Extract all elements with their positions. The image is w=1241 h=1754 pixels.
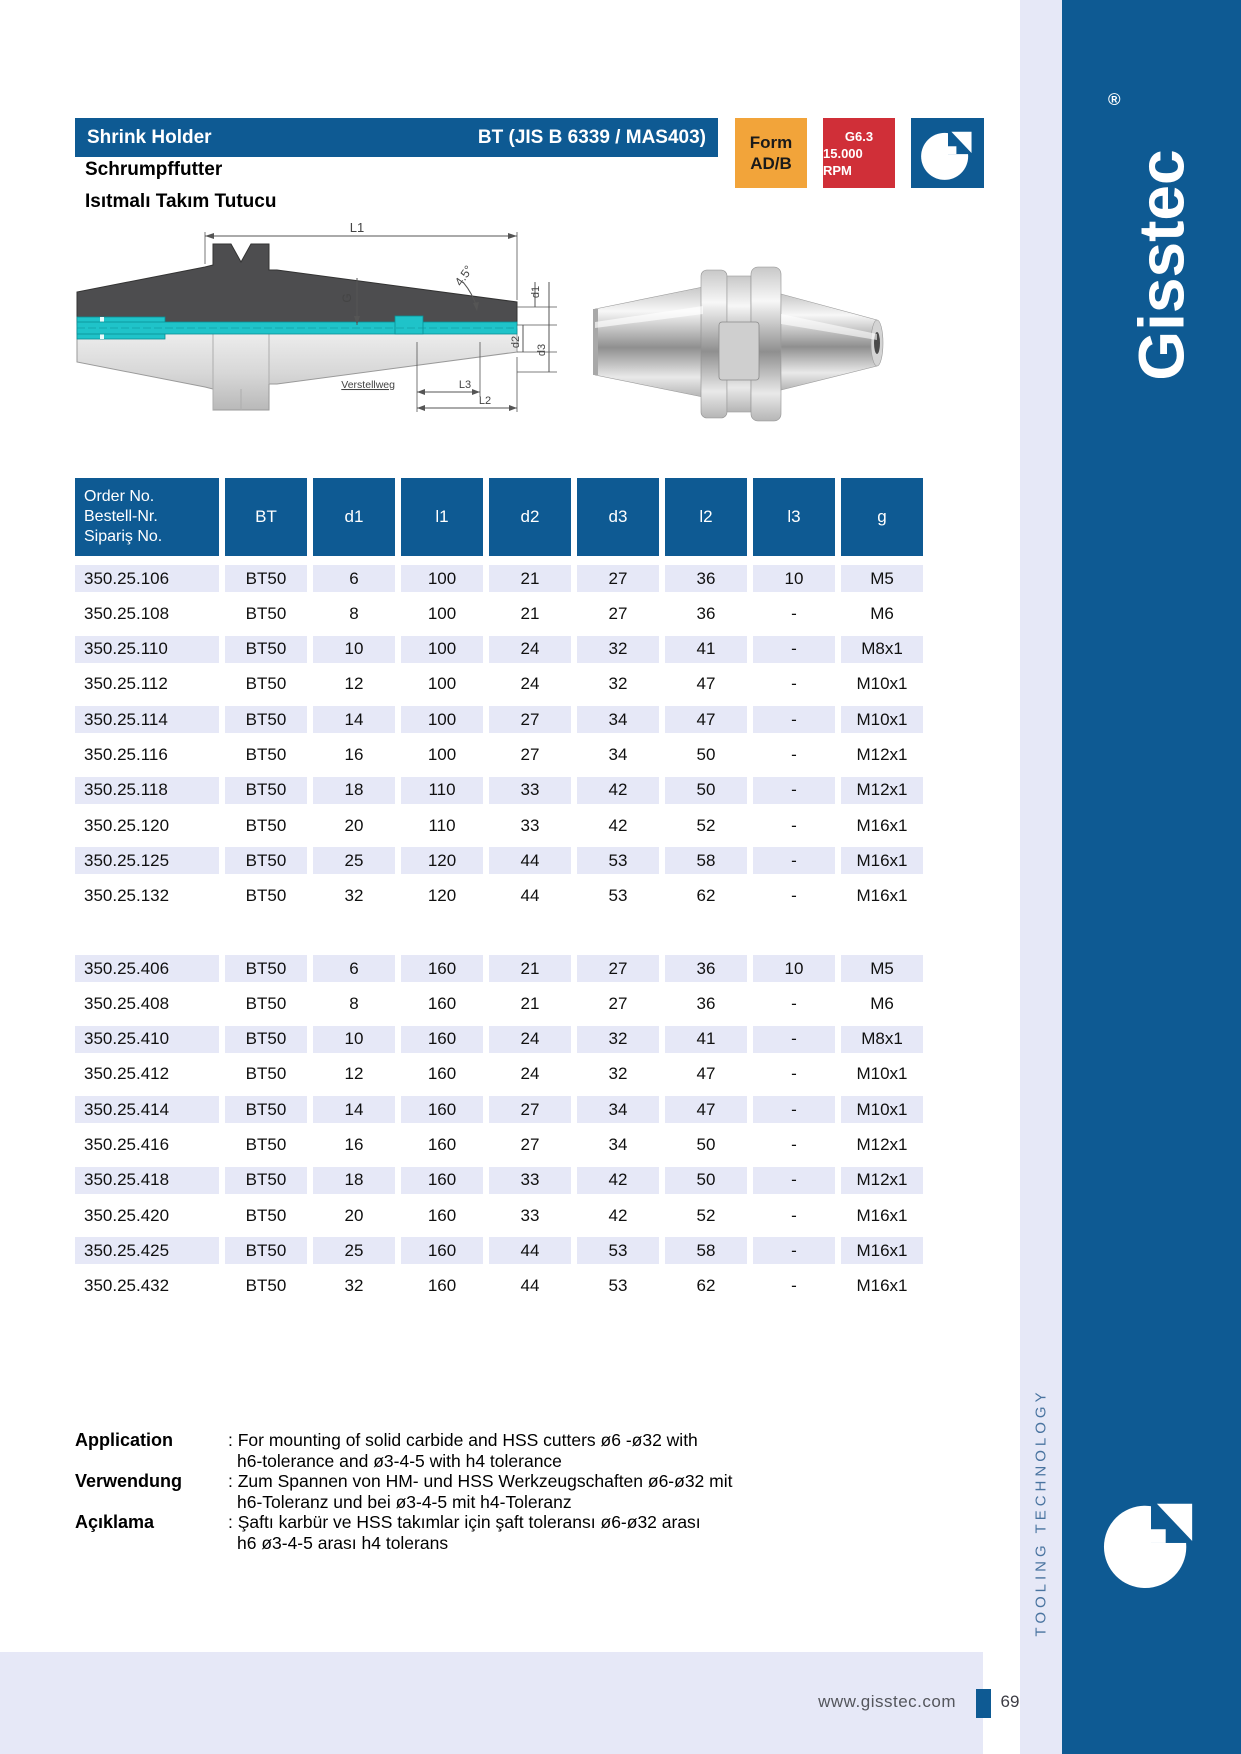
- table-row: [75, 1273, 923, 1300]
- table-row: [75, 1131, 923, 1158]
- table-cell: 32: [608, 674, 628, 694]
- table-cell: 36: [696, 603, 716, 623]
- table-group-2: [75, 955, 923, 1308]
- table-cell: M5: [841, 955, 923, 982]
- table-cell: 160: [427, 1134, 457, 1154]
- subtitle-german: Schrumpffutter: [85, 159, 223, 180]
- table-cell: BT50: [245, 674, 287, 694]
- table-cell: 100: [427, 674, 457, 694]
- brand-logo-text: Gisstec: [1125, 149, 1198, 381]
- table-cell: -: [753, 1167, 835, 1194]
- table-cell: M10x1: [841, 1096, 923, 1123]
- table-cell: 10: [753, 955, 835, 982]
- table-cell: 20: [344, 815, 364, 835]
- table-cell: 10: [313, 1026, 395, 1053]
- table-cell: -: [791, 815, 797, 835]
- table-cell: -: [791, 1134, 797, 1154]
- gisstec-logo-icon-large: [1102, 1492, 1200, 1590]
- table-cell: BT50: [225, 1026, 307, 1053]
- table-cell: M16x1: [841, 1237, 923, 1264]
- table-cell: 36: [696, 993, 716, 1013]
- table-row: [75, 1061, 923, 1088]
- page-title: Shrink Holder: [87, 126, 212, 148]
- table-cell: 6: [313, 955, 395, 982]
- tagline-wrap: [1020, 1322, 1062, 1702]
- form-badge: [735, 118, 807, 188]
- table-cell: BT50: [225, 777, 307, 804]
- table-cell: -: [791, 1064, 797, 1084]
- table-cell: 44: [520, 1276, 540, 1296]
- order-number-cell: 350.25.120: [84, 815, 170, 835]
- table-cell: M16x1: [856, 815, 908, 835]
- table-cell: 44: [489, 847, 571, 874]
- table-cell: M12x1: [841, 1167, 923, 1194]
- table-cell: 32: [344, 886, 364, 906]
- table-cell: BT50: [225, 636, 307, 663]
- table-cell: 160: [401, 1026, 483, 1053]
- table-cell: M16x1: [856, 1205, 908, 1225]
- hdr-order-tr: Sipariş No.: [84, 528, 163, 545]
- brand-logo-text-wrap: [1072, 85, 1241, 445]
- table-cell: 41: [665, 1026, 747, 1053]
- table-cell: 18: [313, 1167, 395, 1194]
- table-cell: 42: [577, 1167, 659, 1194]
- table-cell: 6: [313, 565, 395, 592]
- form-badge-line1: Form: [749, 133, 793, 152]
- table-row: [75, 1202, 923, 1229]
- dim-angle-label: 4.5°: [451, 262, 476, 289]
- order-number-cell: 350.25.408: [84, 993, 170, 1013]
- table-cell: 27: [489, 1096, 571, 1123]
- order-number-cell: 350.25.118: [75, 777, 219, 804]
- table-cell: 25: [313, 1237, 395, 1264]
- order-number-cell: 350.25.406: [75, 955, 219, 982]
- table-cell: BT50: [225, 955, 307, 982]
- table-cell: BT50: [245, 1064, 287, 1084]
- table-cell: BT50: [225, 706, 307, 733]
- application-entry: [75, 1471, 735, 1512]
- application-text: [228, 1512, 735, 1553]
- table-cell: 47: [696, 1064, 716, 1084]
- table-row: [75, 812, 923, 839]
- table-cell: 50: [696, 1134, 716, 1154]
- dim-l2-label: L2: [478, 395, 492, 407]
- table-cell: BT50: [245, 603, 287, 623]
- table-cell: 32: [577, 1026, 659, 1053]
- table-cell: 27: [608, 603, 628, 623]
- table-cell: 42: [577, 777, 659, 804]
- table-cell: 160: [427, 993, 457, 1013]
- order-number-cell: 350.25.432: [84, 1276, 170, 1296]
- table-cell: -: [791, 1276, 797, 1296]
- table-cell: BT50: [245, 993, 287, 1013]
- table-cell: 62: [696, 886, 716, 906]
- rpm-badge-line1: G6.3: [844, 128, 874, 144]
- table-cell: 50: [696, 744, 716, 764]
- title-bar: [75, 118, 718, 157]
- table-cell: -: [791, 603, 797, 623]
- table-cell: 33: [489, 777, 571, 804]
- table-cell: -: [791, 674, 797, 694]
- table-cell: 8: [349, 993, 359, 1013]
- table-cell: 27: [608, 993, 628, 1013]
- table-cell: 100: [401, 636, 483, 663]
- table-cell: 52: [696, 815, 716, 835]
- col-header-l1: l1: [401, 478, 483, 556]
- col-header-bt: BT: [225, 478, 307, 556]
- table-cell: -: [791, 993, 797, 1013]
- table-cell: -: [791, 744, 797, 764]
- table-cell: 18: [313, 777, 395, 804]
- table-cell: 160: [401, 1237, 483, 1264]
- rpm-badge: [823, 118, 895, 188]
- table-cell: -: [753, 777, 835, 804]
- table-cell: M12x1: [841, 777, 923, 804]
- application-label: Application: [75, 1430, 173, 1450]
- table-cell: -: [753, 706, 835, 733]
- order-number-cell: 350.25.112: [84, 674, 168, 694]
- table-cell: 27: [489, 706, 571, 733]
- table-cell: 100: [401, 706, 483, 733]
- table-cell: M8x1: [841, 636, 923, 663]
- table-cell: 8: [349, 603, 359, 623]
- table-cell: 160: [401, 955, 483, 982]
- table-cell: 47: [665, 706, 747, 733]
- application-line2: h6-Toleranz und bei ø3-4-5 mit h4-Toleranz: [237, 1491, 572, 1512]
- table-cell: 100: [401, 565, 483, 592]
- col-header-d2: d2: [489, 478, 571, 556]
- application-line2: h6-tolerance and ø3-4-5 with h4 tolerance: [237, 1450, 562, 1471]
- table-cell: BT50: [245, 886, 287, 906]
- table-cell: M10x1: [856, 674, 908, 694]
- table-row: [75, 1096, 923, 1123]
- table-cell: 53: [577, 847, 659, 874]
- table-cell: M16x1: [856, 1276, 908, 1296]
- table-cell: 27: [577, 565, 659, 592]
- table-cell: 32: [344, 1276, 364, 1296]
- table-cell: 32: [608, 1064, 628, 1084]
- table-cell: BT50: [225, 565, 307, 592]
- table-cell: 120: [427, 886, 457, 906]
- table-cell: 12: [344, 674, 364, 694]
- table-cell: 24: [489, 1026, 571, 1053]
- table-cell: 27: [577, 955, 659, 982]
- registered-mark: ®: [1108, 90, 1121, 109]
- application-block: [75, 1430, 735, 1553]
- table-cell: M5: [841, 565, 923, 592]
- table-cell: M16x1: [856, 886, 908, 906]
- application-entry: [75, 1430, 735, 1471]
- col-header-d3: d3: [577, 478, 659, 556]
- table-cell: 25: [313, 847, 395, 874]
- table-cell: 36: [665, 955, 747, 982]
- table-header-order: [75, 478, 219, 556]
- hdr-order-en: Order No.: [84, 488, 155, 505]
- table-cell: -: [791, 1205, 797, 1225]
- order-number-cell: 350.25.125: [75, 847, 219, 874]
- order-number-cell: 350.25.416: [84, 1134, 170, 1154]
- tagline-text: TOOLING TECHNOLOGY: [1032, 1387, 1050, 1637]
- rpm-badge-line2: 15.000 RPM: [823, 145, 863, 178]
- page-number-marker: [976, 1689, 991, 1718]
- table-cell: 50: [665, 777, 747, 804]
- table-cell: BT50: [245, 815, 287, 835]
- table-cell: BT50: [245, 1134, 287, 1154]
- table-cell: M6: [870, 993, 894, 1013]
- table-row: [75, 1026, 923, 1053]
- table-cell: 120: [401, 847, 483, 874]
- order-number-cell: 350.25.425: [75, 1237, 219, 1264]
- table-cell: M12x1: [856, 744, 908, 764]
- website-url: www.gisstec.com: [818, 1692, 956, 1711]
- table-cell: BT50: [225, 1096, 307, 1123]
- table-cell: 34: [608, 1134, 628, 1154]
- table-cell: 33: [520, 1205, 540, 1225]
- table-row: [75, 706, 923, 733]
- order-number-cell: 350.25.110: [75, 636, 219, 663]
- table-cell: 24: [520, 674, 540, 694]
- dim-l3-label: L3: [458, 379, 472, 391]
- table-cell: M12x1: [856, 1134, 908, 1154]
- table-row: [75, 777, 923, 804]
- order-number-cell: 350.25.420: [84, 1205, 170, 1225]
- table-row: [75, 565, 923, 592]
- table-cell: 27: [520, 744, 540, 764]
- table-cell: 16: [344, 744, 364, 764]
- dim-d1-label: d1: [530, 285, 542, 299]
- table-cell: 24: [520, 1064, 540, 1084]
- col-header-l3: l3: [753, 478, 835, 556]
- logo-badge: [911, 118, 984, 188]
- table-cell: 21: [520, 603, 540, 623]
- dim-verstellweg-label: Verstellweg: [341, 379, 395, 391]
- table-cell: 53: [577, 1237, 659, 1264]
- table-cell: BT50: [225, 847, 307, 874]
- order-number-cell: 350.25.418: [75, 1167, 219, 1194]
- table-cell: 53: [608, 1276, 628, 1296]
- table-cell: 34: [577, 1096, 659, 1123]
- dim-l1-label: L1: [349, 222, 365, 235]
- table-cell: BT50: [245, 744, 287, 764]
- table-cell: 21: [489, 955, 571, 982]
- order-number-cell: 350.25.114: [75, 706, 219, 733]
- page-number: 69: [1000, 1692, 1020, 1711]
- application-line1: : Zum Spannen von HM- und HSS Werkzeugschaften ø6-ø32 mit: [228, 1471, 733, 1491]
- table-cell: 42: [608, 1205, 628, 1225]
- table-cell: -: [791, 886, 797, 906]
- table-cell: 110: [428, 815, 456, 835]
- table-cell: 44: [489, 1237, 571, 1264]
- application-label: Verwendung: [75, 1471, 183, 1491]
- table-cell: 160: [427, 1205, 457, 1225]
- table-cell: 33: [520, 815, 540, 835]
- table-cell: 44: [520, 886, 540, 906]
- table-cell: 21: [520, 993, 540, 1013]
- table-cell: M10x1: [856, 1064, 908, 1084]
- table-cell: 58: [665, 847, 747, 874]
- subtitle-turkish: Isıtmalı Takım Tutucu: [85, 191, 277, 212]
- order-number-cell: 350.25.116: [84, 744, 168, 764]
- table-cell: M10x1: [841, 706, 923, 733]
- order-number-cell: 350.25.410: [75, 1026, 219, 1053]
- application-text: [228, 1430, 735, 1471]
- application-line1: : For mounting of solid carbide and HSS cutters ø6 -ø32 with: [228, 1430, 698, 1450]
- table-cell: 41: [665, 636, 747, 663]
- table-cell: BT50: [245, 1276, 287, 1296]
- standard-label: BT (JIS B 6339 / MAS403): [477, 126, 706, 148]
- table-cell: 10: [753, 565, 835, 592]
- table-cell: BT50: [225, 1167, 307, 1194]
- dim-g-label: G: [340, 293, 354, 303]
- table-cell: -: [753, 636, 835, 663]
- form-badge-line2: AD/B: [750, 154, 792, 173]
- table-cell: 21: [489, 565, 571, 592]
- table-cell: 52: [696, 1205, 716, 1225]
- table-cell: -: [753, 1026, 835, 1053]
- order-number-cell: 350.25.106: [75, 565, 219, 592]
- table-cell: 160: [427, 1064, 457, 1084]
- table-cell: 20: [344, 1205, 364, 1225]
- order-number-cell: 350.25.132: [84, 886, 170, 906]
- table-row: [75, 600, 923, 627]
- table-header: [75, 478, 923, 556]
- table-cell: BT50: [245, 1205, 287, 1225]
- application-text: [228, 1471, 735, 1512]
- table-cell: M16x1: [841, 847, 923, 874]
- table-row: [75, 671, 923, 698]
- table-cell: 160: [401, 1096, 483, 1123]
- product-photo: [585, 262, 895, 427]
- application-label: Açıklama: [75, 1512, 155, 1532]
- table-cell: 33: [489, 1167, 571, 1194]
- order-number-cell: 350.25.414: [75, 1096, 219, 1123]
- table-cell: 42: [608, 815, 628, 835]
- table-cell: 36: [665, 565, 747, 592]
- table-cell: 58: [665, 1237, 747, 1264]
- order-number-cell: 350.25.412: [84, 1064, 170, 1084]
- col-header-d1: d1: [313, 478, 395, 556]
- table-cell: 50: [665, 1167, 747, 1194]
- table-cell: 16: [344, 1134, 364, 1154]
- table-cell: 14: [313, 1096, 395, 1123]
- dim-d2-label: d2: [510, 335, 522, 349]
- dim-d3-label: d3: [536, 343, 548, 357]
- table-cell: 100: [427, 603, 457, 623]
- col-header-g: g: [841, 478, 923, 556]
- table-cell: 12: [344, 1064, 364, 1084]
- table-row: [75, 883, 923, 910]
- table-cell: 32: [577, 636, 659, 663]
- table-row: [75, 990, 923, 1017]
- application-line1: : Şaftı karbür ve HSS takımlar için şaft toleransı ø6-ø32 arası: [228, 1512, 701, 1532]
- table-cell: BT50: [225, 1237, 307, 1264]
- order-number-cell: 350.25.108: [84, 603, 170, 623]
- table-row: [75, 636, 923, 663]
- table-cell: 160: [401, 1167, 483, 1194]
- table-row: [75, 847, 923, 874]
- application-line2: h6 ø3-4-5 arası h4 tolerans: [237, 1532, 449, 1553]
- table-cell: 62: [696, 1276, 716, 1296]
- table-row: [75, 741, 923, 768]
- col-header-l2: l2: [665, 478, 747, 556]
- application-entry: [75, 1512, 735, 1553]
- table-cell: 10: [313, 636, 395, 663]
- table-row: [75, 955, 923, 982]
- table-cell: 47: [696, 674, 716, 694]
- table-group-1: [75, 565, 923, 918]
- table-cell: -: [753, 847, 835, 874]
- technical-drawing: [65, 222, 570, 422]
- table-cell: 53: [608, 886, 628, 906]
- table-cell: 100: [427, 744, 457, 764]
- table-cell: 47: [665, 1096, 747, 1123]
- table-cell: 24: [489, 636, 571, 663]
- table-row: [75, 1167, 923, 1194]
- table-cell: -: [753, 1096, 835, 1123]
- table-cell: 160: [427, 1276, 457, 1296]
- table-row: [75, 1237, 923, 1264]
- table-cell: 14: [313, 706, 395, 733]
- table-cell: 27: [520, 1134, 540, 1154]
- table-cell: 110: [401, 777, 483, 804]
- table-cell: M6: [870, 603, 894, 623]
- table-cell: -: [753, 1237, 835, 1264]
- table-cell: M8x1: [841, 1026, 923, 1053]
- hdr-order-de: Bestell-Nr.: [84, 508, 158, 525]
- table-cell: 34: [577, 706, 659, 733]
- gisstec-logo-icon: [920, 125, 976, 181]
- table-cell: 34: [608, 744, 628, 764]
